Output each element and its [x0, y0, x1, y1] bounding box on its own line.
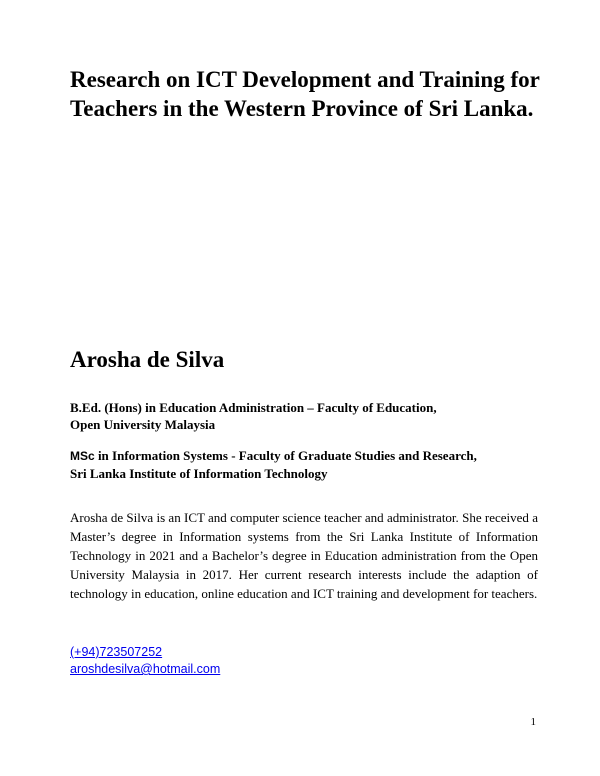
page-number: 1 — [530, 716, 536, 728]
degree-bed-line-2: Open University Malaysia — [70, 417, 216, 432]
degree-msc-line-1-rest: in Information Systems - Faculty of Graduate Studies and Research, — [94, 448, 477, 463]
author-name: Arosha de Silva — [70, 347, 225, 372]
degree-msc-prefix: MSc — [70, 449, 95, 463]
contact-info — [70, 644, 220, 678]
paper-title: Research on ICT Development and Training for Teachers in the Western Province of Sri Lanka. — [70, 67, 540, 121]
author-biography: Arosha de Silva is an ICT and computer science teacher and administrator. She received a Master’s degree in Information systems from the Sri Lanka Institute of Information Technology in 2021 and a Bachelor’s degree in Education administration from the Open University Malaysia in 2017. Her current research interests include the adaption of technology in education, online education and ICT training and development for teachers. — [70, 510, 538, 601]
degree-msc-line-2: Sri Lanka Institute of Information Technology — [70, 466, 328, 481]
phone-link[interactable]: (+94)723507252 — [70, 645, 163, 659]
degree-bed — [70, 399, 437, 433]
degree-msc-line-1 — [70, 447, 477, 465]
email-link[interactable]: aroshdesilva@hotmail.com — [70, 662, 221, 676]
degree-msc — [70, 447, 477, 482]
degree-bed-line-1: B.Ed. (Hons) in Education Administration – Faculty of Education, — [70, 400, 437, 415]
